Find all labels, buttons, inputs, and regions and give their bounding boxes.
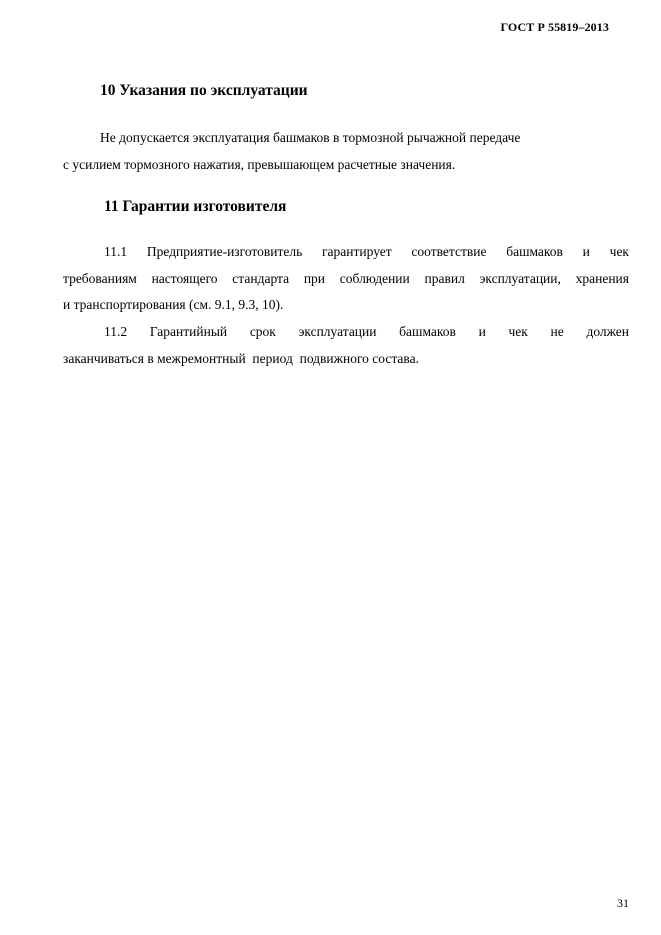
clause-11-1-line-2: требованиям настоящего стандарта при соблюдении правил эксплуатации, хранения [63,271,629,286]
section-10-line-2: с усилием тормозного нажатия, превышающем расчетные значения. [63,157,456,172]
section-10-title: 10 Указания по эксплуатации [100,82,308,99]
page-number: 31 [617,896,629,910]
clause-11-1-line-1: 11.1 Предприятие-изготовитель гарантирует соответствие башмаков и чек [104,244,629,259]
document-code-header: ГОСТ Р 55819–2013 [500,20,609,34]
clause-11-1-line-3: и транспортирования (см. 9.1, 9.3, 10). [63,297,284,312]
clause-11-2-line-1: 11.2 Гарантийный срок эксплуатации башмаков и чек не должен [104,324,629,339]
section-11-title: 11 Гарантии изготовителя [104,198,287,215]
clause-11-2-line-2: заканчиваться в межремонтный период подвижного состава. [63,351,419,366]
section-10-line-1: Не допускается эксплуатация башмаков в тормозной рычажной передаче [100,130,521,145]
